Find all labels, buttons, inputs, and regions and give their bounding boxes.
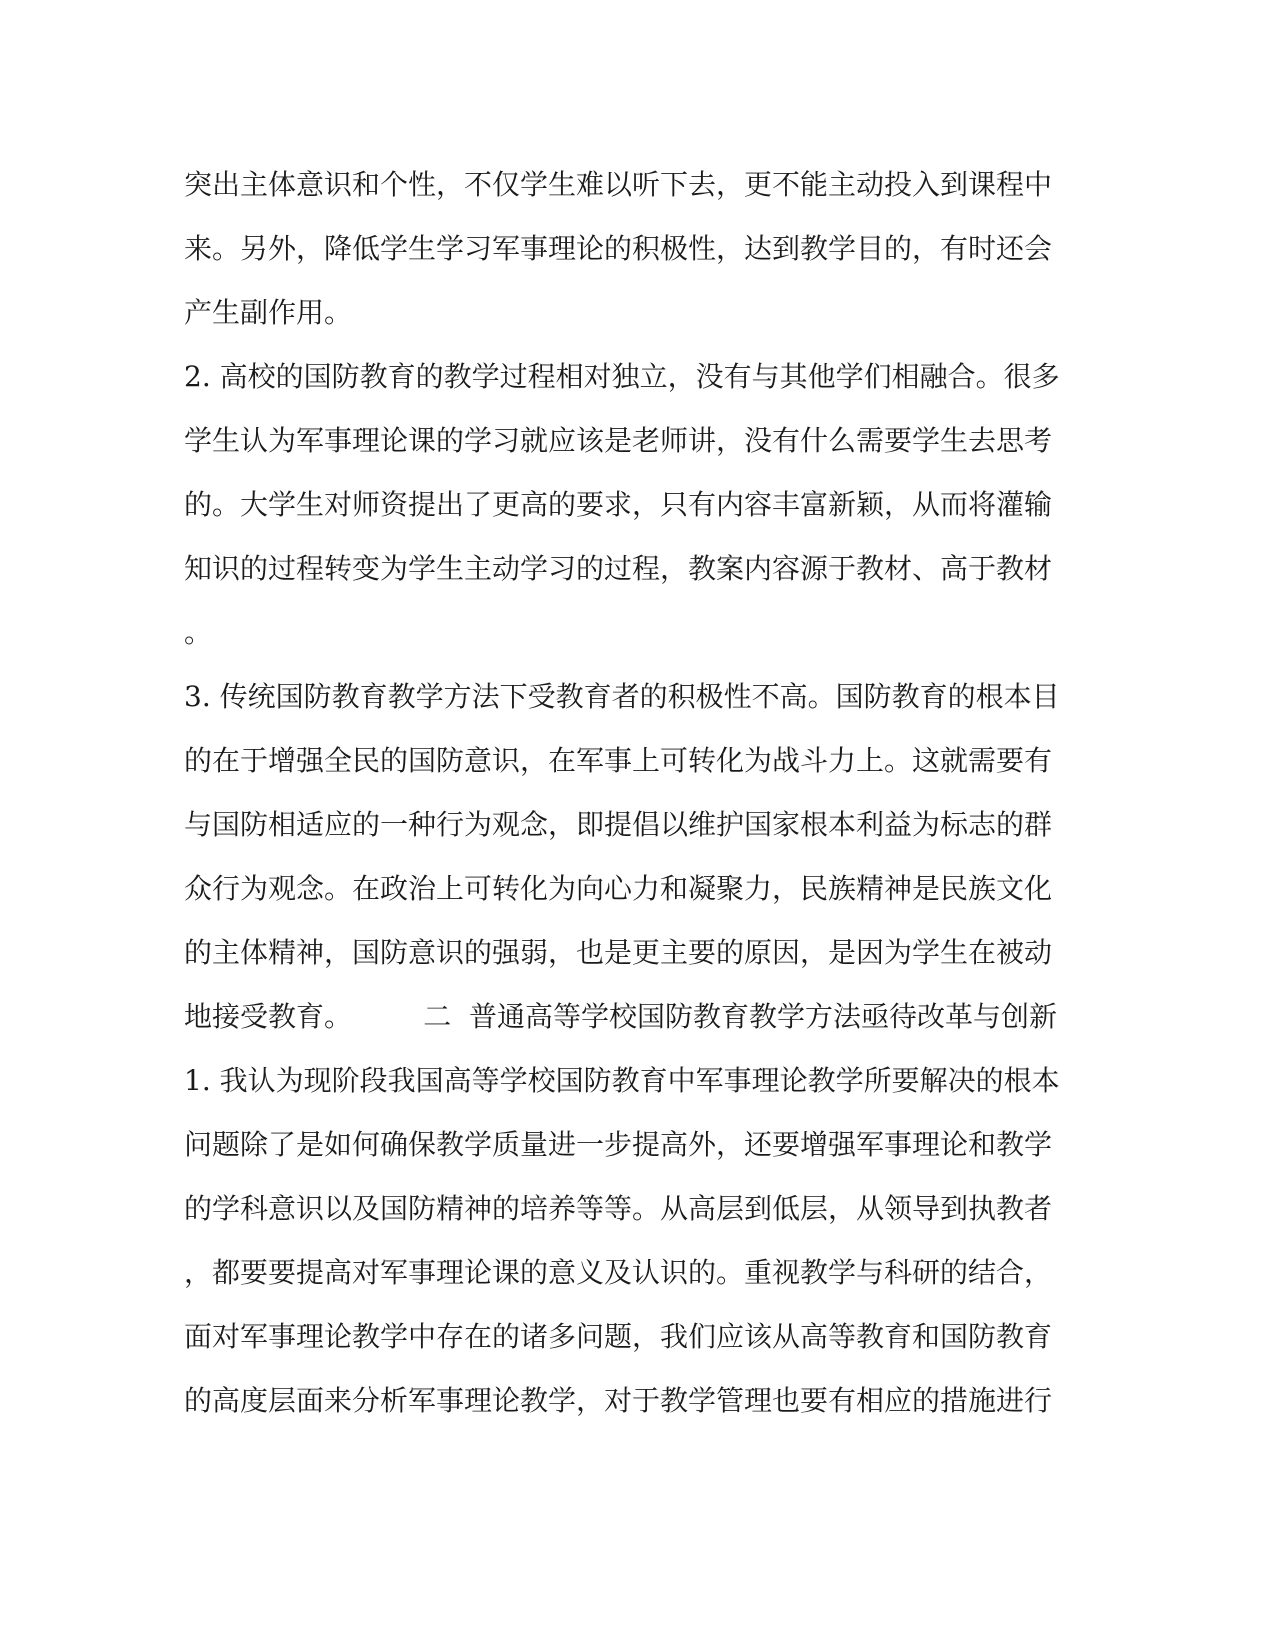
text-line: 面对军事理论教学中存在的诸多问题，我们应该从高等教育和国防教育: [184, 1320, 1053, 1353]
text-line: 产生副作用。: [184, 296, 353, 329]
text-line: 2. 高校的国防教育的教学过程相对独立，没有与其他学们相融合。很多: [184, 360, 1060, 393]
text-line: 与国防相适应的一种行为观念，即提倡以维护国家根本利益为标志的群: [184, 808, 1053, 841]
text-line: 学生认为军事理论课的学习就应该是老师讲，没有什么需要学生去思考: [184, 424, 1053, 457]
text-line: ，都要要提高对军事理论课的意义及认识的。重视教学与科研的结合，: [184, 1256, 1053, 1289]
text-line: 来。另外，降低学生学习军事理论的积极性，达到教学目的，有时还会: [184, 232, 1053, 265]
text-line: 1. 我认为现阶段我国高等学校国防教育中军事理论教学所要解决的根本: [184, 1064, 1060, 1097]
body-text: [184, 153, 1084, 1433]
text-line: 。: [184, 616, 213, 649]
text-line: 的学科意识以及国防精神的培养等等。从高层到低层，从领导到执教者: [184, 1192, 1053, 1225]
text-line: 的在于增强全民的国防意识，在军事上可转化为战斗力上。这就需要有: [184, 744, 1053, 777]
text-line: 3. 传统国防教育教学方法下受教育者的积极性不高。国防教育的根本目: [184, 680, 1060, 713]
text-line: 的。大学生对师资提出了更高的要求，只有内容丰富新颖，从而将灌输: [184, 488, 1053, 521]
text-line: 众行为观念。在政治上可转化为向心力和凝聚力，民族精神是民族文化: [184, 872, 1053, 905]
text-line: 问题除了是如何确保教学质量进一步提高外，还要增强军事理论和教学: [184, 1128, 1053, 1161]
text-line: 地接受教育。 二 普通高等学校国防教育教学方法亟待改革与创新: [184, 1000, 1058, 1033]
text-line: 突出主体意识和个性，不仅学生难以听下去，更不能主动投入到课程中: [184, 168, 1053, 201]
text-line: 的高度层面来分析军事理论教学，对于教学管理也要有相应的措施进行: [184, 1384, 1053, 1417]
text-line: 知识的过程转变为学生主动学习的过程，教案内容源于教材、高于教材: [184, 552, 1053, 585]
text-line: 的主体精神，国防意识的强弱，也是更主要的原因，是因为学生在被动: [184, 936, 1053, 969]
